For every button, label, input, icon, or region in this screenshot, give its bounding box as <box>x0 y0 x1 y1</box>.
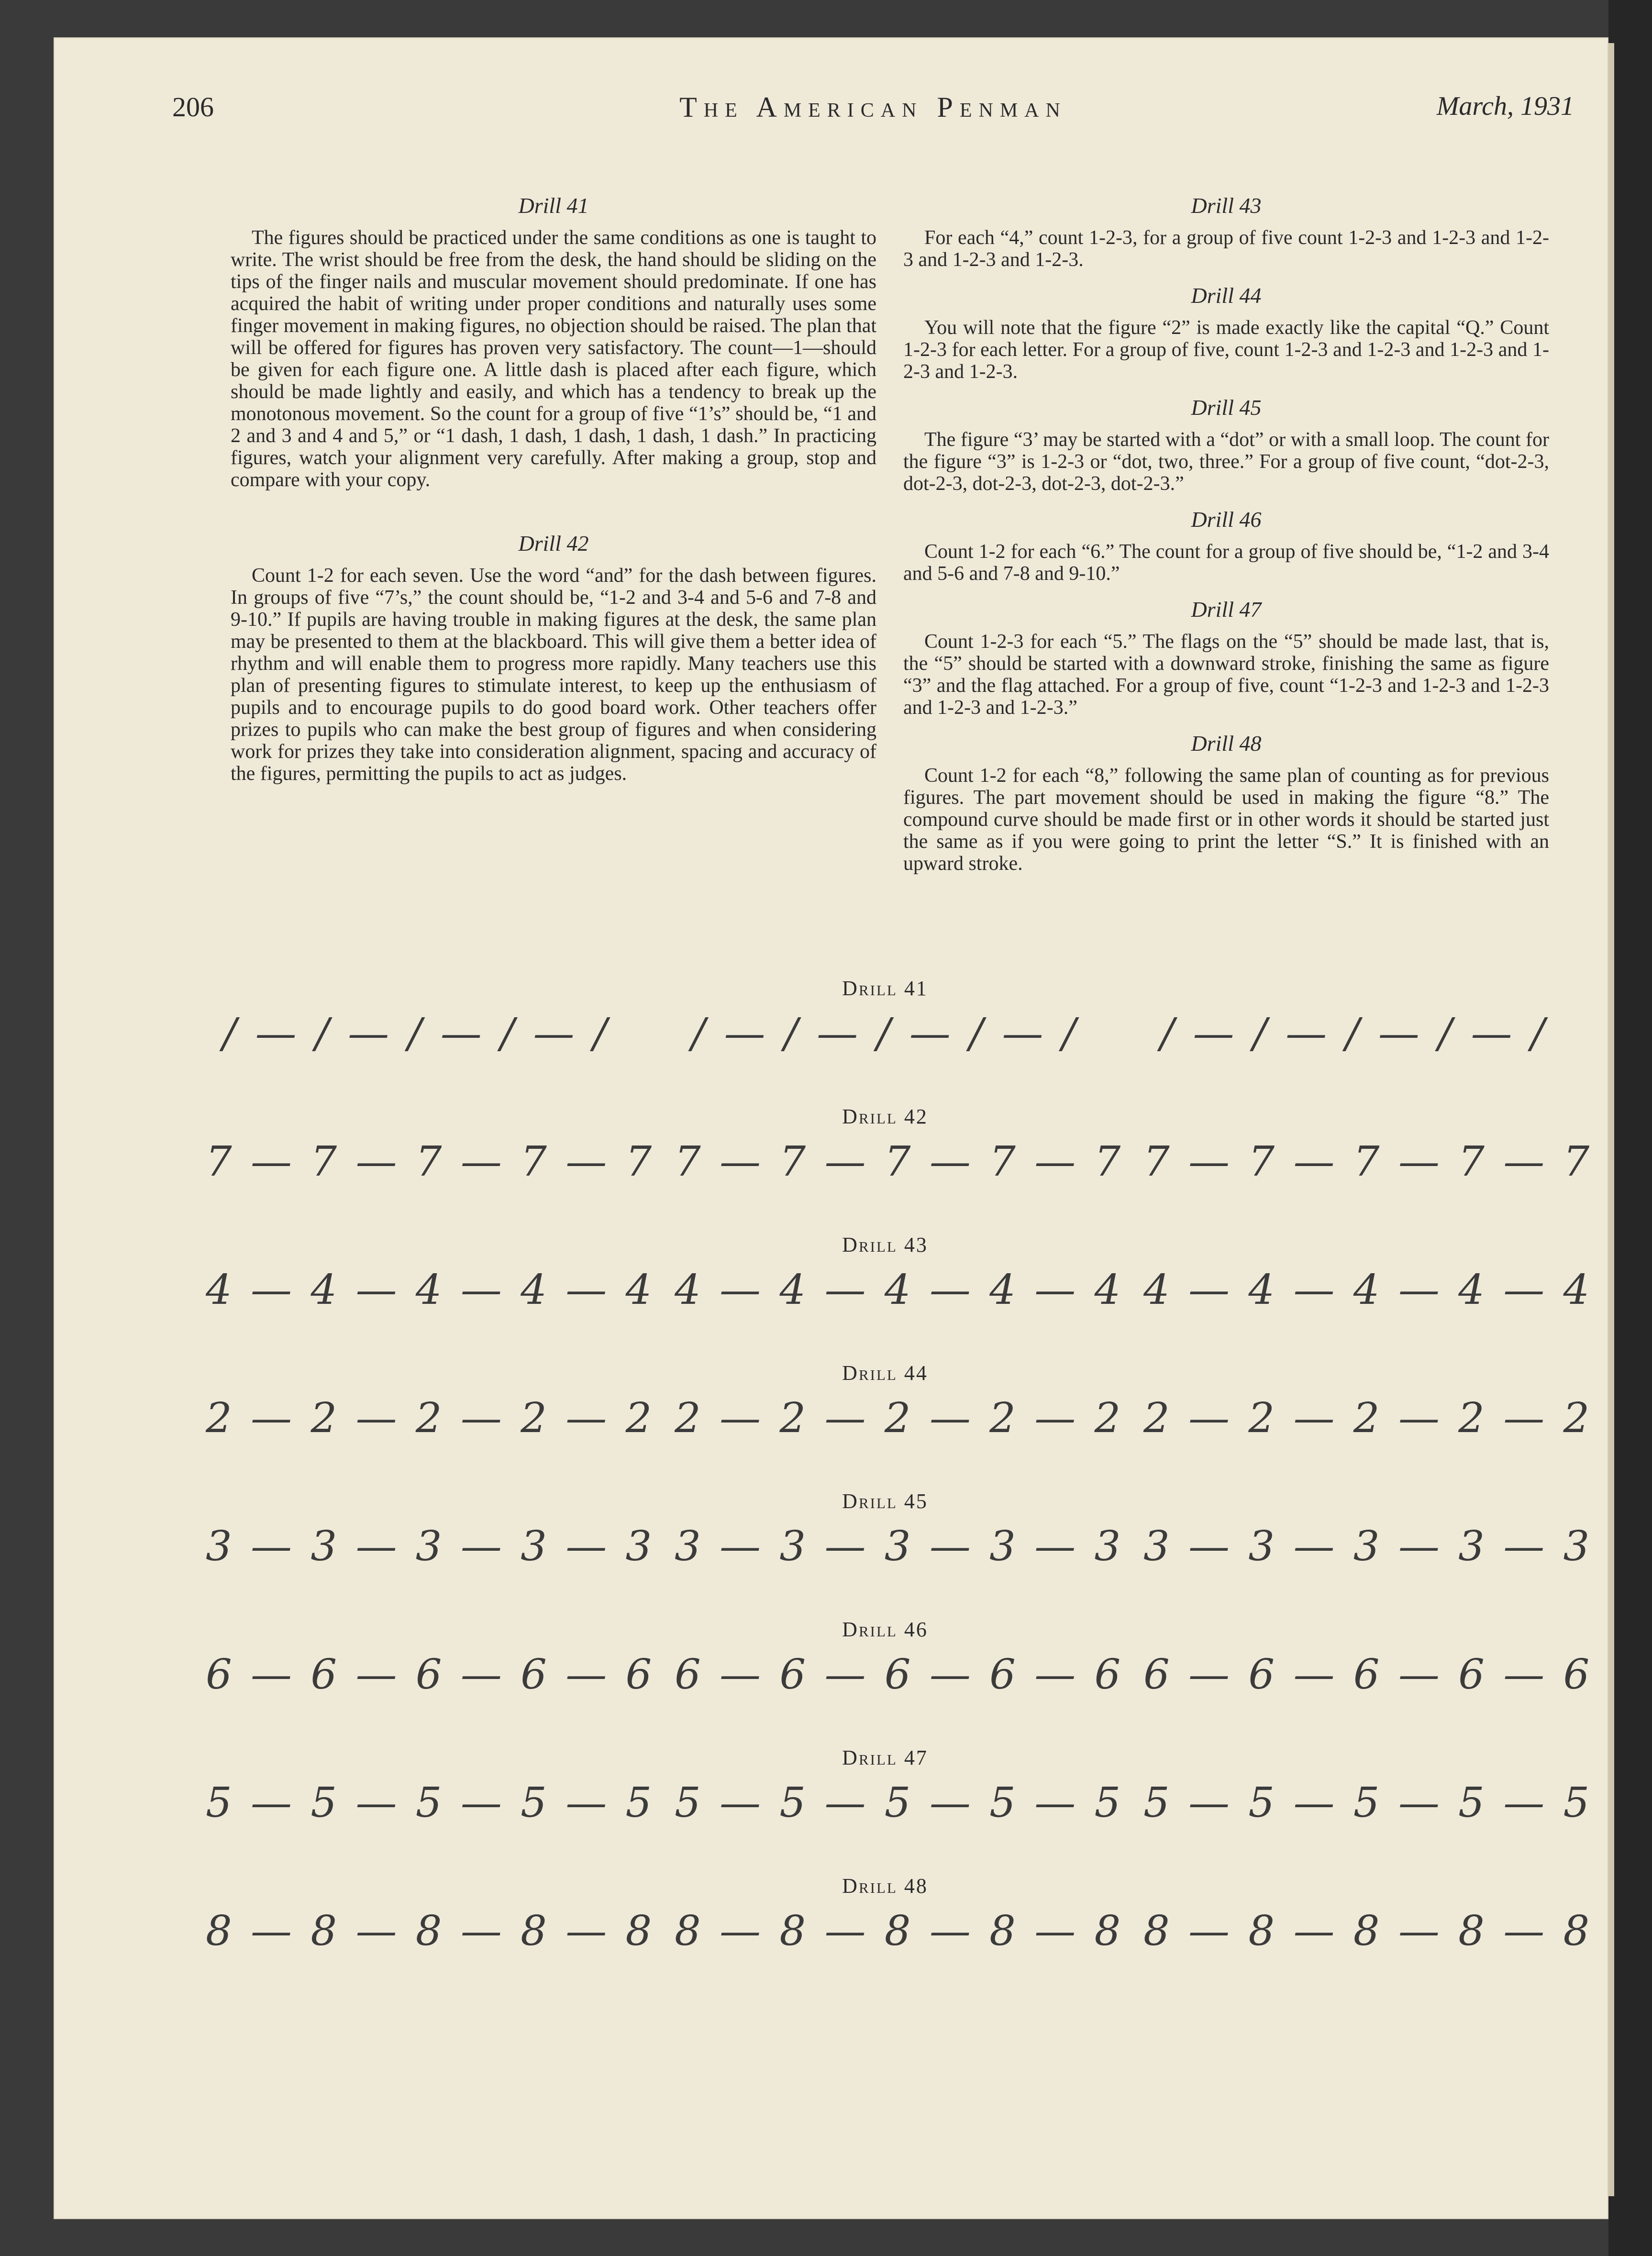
section-drill-44 <box>903 281 1549 383</box>
script-group: 6 — 6 — 6 — 6 — 6 <box>1143 1651 1593 1699</box>
script-group: 2 — 2 — 2 — 2 — 2 <box>206 1394 655 1442</box>
sample-row <box>206 1523 1593 1570</box>
left-column <box>231 191 876 795</box>
script-group: 7 — 7 — 7 — 7 — 7 <box>1143 1138 1593 1186</box>
section-drill-42 <box>231 529 876 785</box>
sample-title: Drill 48 <box>842 1874 928 1898</box>
script-group: 8 — 8 — 8 — 8 — 8 <box>675 1907 1124 1955</box>
scan-edge <box>1608 0 1652 2256</box>
sample-title: Drill 46 <box>842 1618 928 1641</box>
sample-row <box>206 1266 1593 1314</box>
drill-heading: Drill 41 <box>518 193 589 218</box>
script-group: 3 — 3 — 3 — 3 — 3 <box>206 1523 655 1570</box>
penmanship-samples <box>206 976 1593 2002</box>
script-group: 7 — 7 — 7 — 7 — 7 <box>206 1138 655 1186</box>
paragraph: Count 1-2 for each seven. Use the word “and” for the dash between figures. In groups of five “7’s,” the count should be, “1-2 and 3-4 and 5-6 and 7-8 and 9-10.” If pupils are having trouble in making figures at the desk, the same plan may be presented to them at the blackboard. This will give them a better idea of rhythm and will enable them to progress more rapidly. Many teachers use this plan of presenting figures to stimulate interest, to keep up the enthusiasm of pupils and to encourage pupils to do good board work. Other teachers offer prizes to pupils who can make the best group of figures and when considering work for prizes they take into consideration alignment, spacing and accuracy of the figures, permitting the pupils to act as judges. <box>231 565 876 785</box>
sample-drill-41 <box>206 976 1564 1104</box>
script-group: 3 — 3 — 3 — 3 — 3 <box>1143 1523 1593 1570</box>
script-group: / — / — / — / — / <box>222 1010 610 1057</box>
issue-date: March, 1931 <box>1436 91 1574 121</box>
script-group: 4 — 4 — 4 — 4 — 4 <box>675 1266 1124 1314</box>
sample-drill-46 <box>206 1617 1593 1745</box>
sample-drill-45 <box>206 1489 1593 1617</box>
script-group: 2 — 2 — 2 — 2 — 2 <box>1143 1394 1593 1442</box>
script-group: 4 — 4 — 4 — 4 — 4 <box>1143 1266 1593 1314</box>
paragraph: The figure “3’ may be started with a “dot” or with a small loop. The count for the figure “3” is 1-2-3 or “dot, two, three.” For a group of five count, “dot-2-3, dot-2-3, dot-2-3, dot-2-3, dot-2-3.” <box>903 429 1549 495</box>
paragraph: Count 1-2-3 for each “5.” The flags on the “5” should be made last, that is, the “5” should be started with a downward stroke, finishing the same as figure “3” and the flag attached. For a group of five, count “1-2-3 and 1-2-3 and 1-2-3 and 1-2-3 and 1-2-3.” <box>903 631 1549 719</box>
sample-title: Drill 42 <box>842 1105 928 1128</box>
sample-row <box>206 1779 1593 1827</box>
sample-drill-42 <box>206 1104 1593 1233</box>
drill-heading: Drill 42 <box>518 531 589 556</box>
publication-title: The American Penman <box>679 91 1067 123</box>
sample-drill-47 <box>206 1745 1593 1874</box>
paragraph: Count 1-2 for each “6.” The count for a group of five should be, “1-2 and 3-4 and 5-6 and 7-8 and 9-10.” <box>903 541 1549 585</box>
script-group: 6 — 6 — 6 — 6 — 6 <box>206 1651 655 1699</box>
script-group: 8 — 8 — 8 — 8 — 8 <box>1143 1907 1593 1955</box>
script-group: 2 — 2 — 2 — 2 — 2 <box>675 1394 1124 1442</box>
drill-heading: Drill 48 <box>1191 731 1262 756</box>
running-header <box>172 91 1574 148</box>
sample-drill-44 <box>206 1361 1593 1489</box>
paragraph: The figures should be practiced under the same conditions as one is taught to write. The wrist should be free from the desk, the hand should be sliding on the tips of the finger nails and muscular movement should predominate. If one has acquired the habit of writing under proper conditions and naturally uses some finger movement in making figures, no objection should be raised. The plan that will be offered for figures has proven very satisfactory. The count—1—should be given for each figure one. A little dash is placed after each figure, which should be made lightly and easily, and which has a tendency to break up the monotonous movement. So the count for a group of five “1’s” should be, “1 and 2 and 3 and 4 and 5,” or “1 dash, 1 dash, 1 dash, 1 dash, 1 dash.” In practicing figures, watch your alignment very carefully. After making a group, stop and compare with your copy. <box>231 227 876 491</box>
drill-heading: Drill 46 <box>1191 507 1262 532</box>
script-group: 3 — 3 — 3 — 3 — 3 <box>675 1523 1124 1570</box>
script-group: 5 — 5 — 5 — 5 — 5 <box>1143 1779 1593 1827</box>
sample-drill-43 <box>206 1233 1593 1361</box>
drill-heading: Drill 43 <box>1191 193 1262 218</box>
sample-row <box>206 1394 1593 1442</box>
sample-title: Drill 43 <box>842 1233 928 1256</box>
script-group: 7 — 7 — 7 — 7 — 7 <box>675 1138 1124 1186</box>
script-group: 8 — 8 — 8 — 8 — 8 <box>206 1907 655 1955</box>
sample-row <box>206 1651 1593 1699</box>
paragraph: Count 1-2 for each “8,” following the same plan of counting as for previous figures. The part movement should be used in making the figure “8.” The compound curve should be made first or in other words it should be started just the same as if you were going to print the letter “S.” It is finished with an upward stroke. <box>903 765 1549 875</box>
drill-heading: Drill 47 <box>1191 597 1262 622</box>
paragraph: For each “4,” count 1-2-3, for a group of five count 1-2-3 and 1-2-3 and 1-2-3 and 1-2-3 and 1-2-3. <box>903 227 1549 271</box>
sample-drill-48 <box>206 1874 1593 2002</box>
next-page-edge <box>1608 43 1614 2196</box>
drill-heading: Drill 44 <box>1191 283 1262 308</box>
sample-title: Drill 47 <box>842 1746 928 1769</box>
script-group: 6 — 6 — 6 — 6 — 6 <box>675 1651 1124 1699</box>
drill-heading: Drill 45 <box>1191 395 1262 420</box>
section-drill-47 <box>903 595 1549 719</box>
section-drill-48 <box>903 729 1549 875</box>
sample-title: Drill 41 <box>842 977 928 1000</box>
sample-title: Drill 45 <box>842 1489 928 1513</box>
script-group: / — / — / — / — / <box>1160 1010 1548 1057</box>
page-number: 206 <box>172 91 214 122</box>
script-group: / — / — / — / — / <box>691 1010 1079 1057</box>
script-group: 5 — 5 — 5 — 5 — 5 <box>206 1779 655 1827</box>
sample-row <box>206 1907 1593 1955</box>
sample-title: Drill 44 <box>842 1361 928 1385</box>
sample-row <box>206 1138 1593 1186</box>
script-group: 4 — 4 — 4 — 4 — 4 <box>206 1266 655 1314</box>
sample-row <box>206 1010 1564 1057</box>
section-drill-45 <box>903 393 1549 495</box>
script-group: 5 — 5 — 5 — 5 — 5 <box>675 1779 1124 1827</box>
paragraph: You will note that the figure “2” is made exactly like the capital “Q.” Count 1-2-3 for each letter. For a group of five, count 1-2-3 and 1-2-3 and 1-2-3 and 1-2-3 and 1-2-3. <box>903 317 1549 383</box>
section-drill-43 <box>903 191 1549 271</box>
section-drill-46 <box>903 505 1549 585</box>
right-column <box>903 191 1549 885</box>
section-drill-41 <box>231 191 876 491</box>
